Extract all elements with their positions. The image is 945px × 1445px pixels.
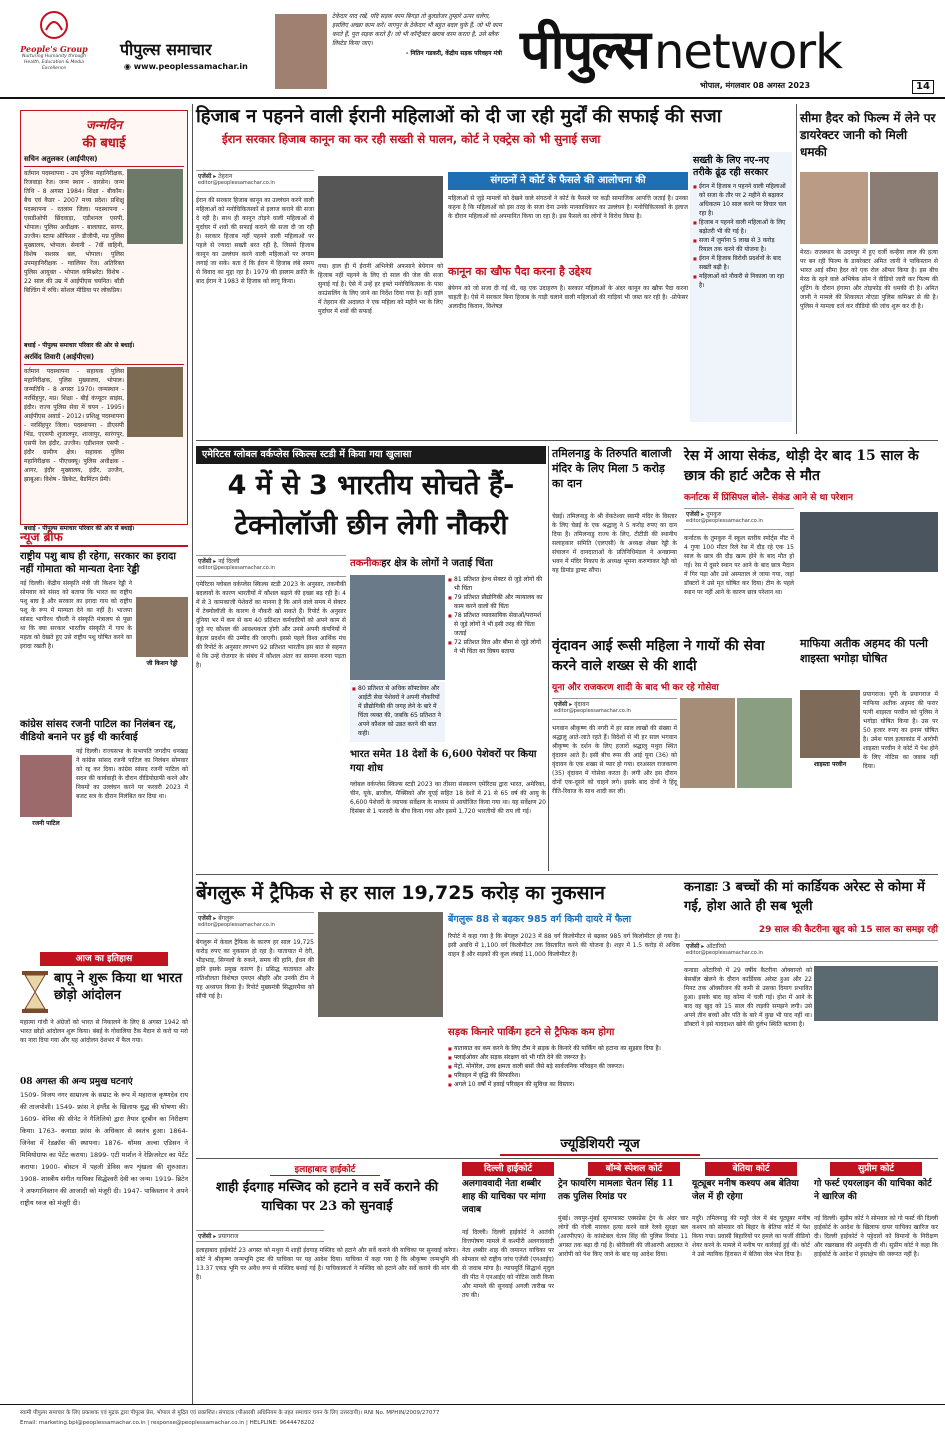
mafia-body: प्रयागराज। यूपी के प्रयागराज में माफिया अतीक अहमद की फरार पत्नी शाइस्ता परवीन को पुलिस ने भगोड़ा घोषित किया है। उस पर 50 हजार रुपए का इनाम घोषित है। उमेश पाल हत्याकांड में आरोपी शाइस्ता परवीन ने कोर्ट में पेश होने के लिए नोटिस का जवाब नहीं दिया। — [863, 691, 938, 770]
tech-side-points — [448, 575, 546, 745]
birthday-person2-name: अरविंद तिवारी (आईपीएस) — [24, 353, 184, 365]
rajni-caption: रजनी पाटिल — [32, 820, 60, 827]
canada-byline: एजेंसी ▸ ओंटारियो editor@peoplessamachar.co.in — [684, 940, 938, 962]
tirupati-body: चेन्नई। तमिलनाडु के श्री वेंकटेश्वर स्वामी मंदिर के विस्तार के लिए चेन्नई के एक श्रद्धालु ने 5 करोड़ रुपए का दान दिया है। तमिलनाडु राज्य के लिए, टीटीडी की स्थानीय सलाहकार समिति (एलएसी) के अध्यक्ष शेखर रेड्डी के संचालन में दानदाताओं के प्रतिनिधिमंडल ने अनन्नाम्या भवन में मंदिर निकाय के अध्यक्ष भूमना करुणाकर रेड्डी को यह डिमांड ड्राफ्ट सौंपा। — [552, 513, 677, 574]
bettiah-headline: यूट्यूबर मनीष कश्यप अब बेतिया जेल में ही रहेगा — [692, 1179, 799, 1202]
footer-imprint: स्वामी पीपुल्स समाचार के लिए प्रकाशक एवं मुद्रक द्वारा पीपुल्स प्रेस, भोपाल से मुद्रित एवं प्रकाशित। संपादक (पीआरबी अधिनियम के तहत समाचार चयन के लिए उत्तरदायी)। RNI No. MPHIN/2009/27077 — [20, 1410, 440, 1416]
group-tagline: Nurturing Humanity through Health, Education & Media Excellence — [21, 54, 87, 71]
brief1-body: नई दिल्ली। केंद्रीय संस्कृति मंत्री जी किशन रेड्डी ने सोमवार को संसद को बताया कि भारत का राष्ट्रीय पशु बाघ है और सरकार का इरादा गाय को राष्ट्रीय पशु के रूप में मान्यता देने का नहीं है। भाजपा सांसद भागीरथ चौधरी ने संस्कृति मंत्रालय से पूछा था कि क्या सरकार भारतीय संस्कृति में गाय के महत्व को देखते हुए उसे राष्ट्रीय पशु घोषित करने का इरादा रखती है। — [20, 580, 132, 650]
seema-photo-1 — [800, 172, 868, 244]
list-item: ■ हिजाब न पहनने वाली महिलाओं के लिए बढ़ोतरी भी की गई है। — [693, 218, 789, 236]
hijab-box-head: संगठनों ने कोर्ट के फैसले की आलोचना की — [448, 172, 688, 190]
traffic-box-head: बेंगलुरू 88 से बढ़कर 985 वर्ग किमी दायरे में फैला — [448, 914, 632, 925]
list-item: ■ मेट्रो, मोनोरेल, उच्च क्षमता वाली बसों जैसे बड़े सार्वजनिक परिवहन की जरूरत। — [448, 1062, 680, 1071]
tirupati-headline: तमिलनाडु के तिरुपति बालाजी मंदिर के लिए मिला 5 करोड़ का दान — [552, 447, 672, 490]
traffic-byline: एजेंसी ▸ बेंगलुरू editor@peoplessamachar.co.in — [196, 912, 314, 934]
list-item: ■ फ्लाईओवर और सड़क संरक्षण को भी गति देने की जरूरत है। — [448, 1053, 680, 1062]
hijab-side-head: सख्ती के लिए नए-नए तरीके ढूंढ रही सरकार — [693, 155, 769, 178]
list-item: ■ 78 प्रतिशत व्यावसायिक सेवाओं/परामर्श से जुड़े लोगों ने भी इसी तरह की चिंता जताई — [448, 611, 546, 638]
section-title-english: network — [653, 24, 842, 80]
seema-headline: सीमा हैदर को फिल्म में लेने पर डायरेक्टर जानी को मिली धमकी — [800, 111, 936, 159]
reddy-caption: जी किशन रेड्डी — [146, 660, 178, 667]
list-item: ■ 81 प्रतिशत हेल्थ सेक्टर से जुड़े लोगों की भी चिंता — [448, 575, 546, 593]
supreme-body: नई दिल्ली। सुप्रीम कोर्ट ने सोमवार को गो फर्स्ट की दिल्ली हाईकोर्ट के आदेश के खिलाफ दायर याचिका खारिज कर दी। दिल्ली हाईकोर्ट ने पट्टेदारों को विमानों के निरीक्षण और रखरखाव की अनुमति दी थी। सुप्रीम कोर्ट ने कहा कि हाईकोर्ट के आदेश में हस्तक्षेप की जरूरत नहीं है। — [814, 1215, 938, 1258]
list-item: ■ 79 प्रतिशत प्रौद्योगिकी और न्यायालय का काम करने वालों की चिंता — [448, 593, 546, 611]
history-headline: बापू ने शुरू किया था भारत छोड़ो आंदोलन — [54, 971, 183, 1003]
hourglass-icon — [20, 970, 50, 1014]
hijab-box2-body: बेयेगन को जो सजा दी गई थी, वह एक उदाहरण है। सरकार महिलाओं के अंदर कानून का खौफ पैदा करना चाहती है। ऐसे में सरकार बिना हिजाब के गाड़ी चलाने वाली महिलाओं की गाड़ियां भी जब्त कर रही है। -प्रोफेसर अलादीद किवान, विशेषज्ञ — [448, 285, 688, 310]
history-box — [20, 952, 188, 1392]
birthday-person2-wish: बधाई - पीपुल्स समाचार परिवार की ओर से बधाई। — [24, 525, 135, 532]
delhi-tag: दिल्ली हाईकोर्ट — [462, 1162, 554, 1176]
vrindavan-photo-2 — [737, 698, 792, 788]
hijab-body-2: गया। हाल ही में ईरानी अभिनेत्री अफसाने बेयेगान को हिजाब नहीं पहनने के लिए दो साल की जेल की सजा सुनाई गई है। ऐसे में उन्हें हर हफ्ते मनोचिकित्सक के पास काउंसलिंग के लिए जाने का निर्देश दिया गया है। वहीं हाल में तेहरान की अदालत ने एक महिला को महीने भर के लिए मुर्दाघर में शवों की सफाई — [318, 263, 443, 315]
race-byline: एजेंसी ▸ तुमकुरु editor@peoplessamachar.co.in — [684, 508, 794, 530]
mafia-headline: माफिया अतीक अहमद की पत्नी शाइस्ता भगोड़ा घोषित — [800, 637, 928, 665]
events-heading: 08 अगस्त की अन्य प्रमुख घटनाएं — [20, 1077, 133, 1087]
list-item: ■ यातायात का कम करने के लिए टीम ने सड़क के किनारे की पार्किंग को हटाना का सुझाव दिया है। — [448, 1044, 680, 1053]
list-item: ■ सजा में जुर्माना 5 लाख से 3 करोड़ रियाल तक करने की योजना है। — [693, 236, 789, 254]
birthday-person1-name: सचिन अतुलकर (आईपीएस) — [24, 155, 184, 167]
page-number: 14 — [912, 80, 934, 94]
race-student-photo — [800, 512, 938, 572]
allahabad-body: इलाहाबाद हाईकोर्ट 23 अगस्त को मथुरा में शाही ईदगाह मस्जिद को हटाने और सर्वे कराने की याचिका पर सुनवाई करेगा। कोर्ट ने श्रीकृष्ण जन्मभूमि ट्रस्ट की याचिका पर यह आदेश दिया। याचिका में कहा गया है कि श्रीकृष्ण जन्मभूमि की 13.37 एकड़ भूमि पर अवैध रूप से मस्जिद बनाई गई है। याचिकाकर्ता ने मस्जिद को हटाने और सर्वे कराने की मांग की है। — [196, 1247, 458, 1281]
seema-body: मेरठ। राजस्थान के उदयपुर में हुए दर्जी कन्हैया लाल की हत्या पर बन रही फिल्म के डायरेक्टर अमित जानी ने पाकिस्तान से भारत आई सीमा हैदर को एक रोल ऑफर किया है। इस बीच मेरठ के रहने वाले अभिषेक सोम ने वीडियो जारी कर फिल्म की शूटिंग के दौरान हंगामा और तोड़फोड़ की धमकी दी है। अमित जानी ने मामले की शिकायत नोएडा पुलिस कमिश्नर से की है। पुलिस ने मामला दर्ज कर वीडियो की जांच शुरू कर दी है। — [800, 249, 938, 310]
vrindavan-photo-1 — [680, 698, 735, 788]
rajni-patil-photo — [20, 755, 72, 817]
traffic-box-body: रिपोर्ट में कहा गया है कि बेंगलुरु 2023 में 88 वर्ग किलोमीटर से बढ़कर 985 वर्ग किलोमीटर हो गया है। इसी अवधि में 1,100 वर्ग किलोमीटर तक विस्तारित करने की योजना है। शहर में 1.5 करोड़ से अधिक वाहन हैं और सड़कों की कुल लंबाई 11,000 किलोमीटर है। — [448, 933, 680, 958]
quote-box — [332, 12, 502, 92]
vrindavan-headline: वृंदावन आई रूसी महिला ने गायों की सेवा करने वाले शख्स से की शादी — [552, 638, 765, 674]
quote-author: - नितिन गडकरी, केंद्रीय सड़क परिवहन मंत्री — [405, 50, 502, 57]
tech-byline: एजेंसी ▸ नई दिल्ली editor@peoplessamachar.co.in — [196, 555, 346, 577]
brief2-body: नई दिल्ली। राज्यसभा के सभापति जगदीप धनखड़ ने कांग्रेस सांसद रजनी पाटिल का निलंबन सोमवार को रद्द कर दिया। कांग्रेस सांसद रजनी पाटिल को सदन की कार्यवाही के दौरान वीडियोग्राफी करने और नियमों का उल्लंघन करने पर फरवरी 2023 में बजट सत्र के दौरान निलंबित कर दिया था। — [76, 748, 188, 800]
vrindavan-byline: एजेंसी ▸ वृंदावन editor@peoplessamachar.co.in — [552, 698, 677, 720]
allahabad-byline: एजेंसी ▸ प्रयागराज — [196, 1230, 324, 1242]
group-emblem-icon — [34, 10, 74, 40]
list-item: ■ महिलाओं को नौकरी से निकाला जा रहा है। — [693, 272, 789, 290]
canada-body: कनाडा ओंटारियो में 29 वर्षीय कैटरीना ओक्वान्तो को बेसबॉल खेलने के दौरान कार्डियक अरेस्ट हुआ और 22 मिनट तक ऑक्सीजन की कमी से उसका दिमाग प्रभावित हुआ। इसके बाद वह कोमा में चली गई। होश में आने के बाद वह खुद को 15 साल की लड़की समझने लगी। उसे अपने तीन बच्चों और पति के बारे में कुछ भी याद नहीं था। डॉक्टरों ने इसे याददाश्त खोने की दुर्लभ स्थिति बताया है। — [684, 967, 812, 1028]
list-item: ■ 72 प्रतिशत वित्त और बीमा से जुड़े लोगों ने भी चिंता का विषय बताया — [448, 638, 546, 656]
hijab-byline: एजेंसी ▸ तेहरान editor@peoplessamachar.co.in — [196, 170, 314, 192]
traffic-photo — [318, 912, 443, 1017]
hijab-box-body: महिलाओं से जुड़े मामलों को देखने वाले संगठनों ने कोर्ट के फैसले पर कड़ी सामाजिक आपत्ति जताई है। उनका कहना है कि महिलाओं को इस तरह के सजा देना उनके मानवाधिकार का उल्लंघन है। मनोचिकित्सकों के इलाज के दौरान महिलाओं को अपमानित किया जा रहा है। इस फैसले का लोगों ने विरोध किया है। — [448, 195, 688, 220]
tech-subhead: तकनीकःहर क्षेत्र के लोगों ने जताई चिंता — [350, 558, 493, 569]
shaista-photo — [800, 690, 860, 758]
race-body: कर्नाटक के तुमकुरु में स्कूल स्तरीय स्पोर्ट्स मीट में 4 गुणा 100 मीटर रिले रेस में दौड़ रहे एक 15 साल के छात्र की दौड़ खत्म होने के बाद मौत हो गई। रेस में दूसरे स्थान पर आने के बाद छात्र मैदान में गिर पड़ा और उसे अस्पताल ले जाया गया, जहां डॉक्टरों ने उसे मृत घोषित कर दिया। टीम के पहले स्थान पर नहीं आने के कारण छात्र परेशान था। — [684, 535, 794, 596]
tech-photo-points — [350, 682, 445, 742]
history-label: आज का इतिहास — [40, 952, 168, 966]
tech-body-1: एमेरिटस ग्लोबल वर्कप्लेस स्किल्स स्टडी 2023 के अनुसार, तकनीकी बदलावों के कारण भारतीयों में कौशल बढ़ाने की इच्छा बढ़ रही है। 4 में से 3 कामकाजी पेशेवरों का मानना है कि आने वाले समय में सेक्टर में टेक्नोलॉजी के कारण वे नौकरी खो सकते हैं। रिपोर्ट के अनुसार दुनिया भर में कम से कम 40 प्रतिशत कर्मचारियों को अपने काम से जुड़े नए कौशल की आवश्यकता होगी और उनसे अपनी कंपनियों में बेहतर प्रदर्शन की उम्मीद की जाएगी। इससे पहले विश्व आर्थिक मंच की रिपोर्ट के अनुसार लगभग 92 प्रतिशत भारतीय इस बात से सहमत थे कि उन्हें रोजगार के संबंध में कौशल अंतर का सामना करना पड़ता है। — [196, 581, 346, 669]
group-name: People's Group — [20, 44, 88, 54]
birthday-person2-bio: वर्तमान पदस्थापना - सहायक पुलिस महानिरीक्षक, पुलिस मुख्यालय, भोपाल। जन्मतिथि - 8 अगस्त 1970। जन्मस्थान - नरसिंहपुर, मप्र। शिक्षा - बीई कंप्यूटर साइंस, इंदौर। राज्य पुलिस सेवा में चयन - 1995। आईपीएस अवार्ड - 2012। प्रशिक्षु पदस्थापना - नरसिंहपुर जिला। पदस्थापना - डीएसपी भिंड, एएसपी शुजालपुर, शाजापुर, सारंगपुर, एसपी रेल इंदौर, उज्जैन। एडीशनल एसपी - इंदौर ग्रामीण क्षेत्र। सहायक पुलिस महानिरीक्षक - पीएचक्यू। पुलिस अधीक्षक - आगर, इंदौर मुख्यालय, इंदौर, उज्जैन, झाबुआ। विशेष - क्रिकेट, बैडमिंटन प्रेमी। — [24, 368, 124, 483]
peoples-group-logo — [14, 10, 94, 90]
canada-subhead: 29 साल की कैटरीना खुद को 15 साल का समझ रही — [758, 925, 938, 935]
news-brief — [20, 528, 188, 948]
canada-photo — [814, 966, 938, 1021]
parking-list — [448, 1044, 680, 1129]
events-list: 1509- विजय नगर साम्राज्य के सम्राट के रूप में महाराज कृष्णदेव राय की ताजपोशी। 1549- फ्रांस ने इंग्लैंड के खिलाफ युद्ध की घोषणा की। 1609- वेनिस की सीनेट ने गैलिलियो द्वारा तैयार दूरबीन का निरीक्षण किया। 1763- कनाडा फ्रांस के अधिकार से स्वतंत्र हुआ। 1864- जिनेवा में रेडक्रॉस की स्थापना। 1876- थॉमस अल्वा एडिसन ने मिमियोग्राफ का पेटेंट कराया। 1899- एटी मार्शल ने रेफ्रिजरेटर का पेटेंट कराया। 1900- बोस्टन में पहली डेविस कप शृंखला की शुरुआत। 1908- शास्त्रीय संगीत गायिका सिद्धेश्वरी देवी का जन्म। 1919- ब्रिटेन ने अफगानिस्तान की आजादी को मंजूरी दी। 1947- पाकिस्तान ने अपने राष्ट्रीय ध्वज को मंजूरी दी। — [20, 1091, 188, 1207]
hijab-side — [690, 152, 792, 422]
hijab-headline: हिजाब न पहनने वाली ईरानी महिलाओं को दी जा रही मुर्दों की सफाई की सजा — [196, 106, 722, 127]
judiciary-label: ज्यूडिशियरी न्यूज — [500, 1134, 700, 1156]
seema-photo-2 — [870, 172, 938, 244]
paper-name: पीपुल्स समाचार — [120, 40, 212, 59]
list-item: ■ अगले 10 वर्षों में हवाई परिवहन की सुविधा का विस्तार। — [448, 1080, 680, 1089]
section-title — [520, 10, 940, 81]
tech-survey-body: ग्लोबल वर्कप्लेस स्किल्स स्टडी 2023 का तीसरा संस्करण एमेरिटस द्वारा भारत, अमेरिका, चीन, यूके, ब्राजील, मैक्सिको और यूएई सहित 18 देशों में 21 से 65 वर्ष की आयु के 6,600 पेशेवरों के व्यापक सर्वेक्षण के माध्यम से आयोजित किया गया था। यह सर्वेक्षण 20 दिसंबर से 1 फरवरी के बीच किया गया और इसमें 1,720 भारतीयों की राय ली गई। — [350, 781, 546, 815]
dateline: भोपाल, मंगलवार 08 अगस्त 2023 — [700, 81, 811, 90]
birthday-box — [20, 110, 188, 532]
quote-text: टेकेदार याद रखें, यदि सड़क काम बिगड़ा तो बुलडोजर तुम्हारे ऊपर चलेगा, इसलिए अच्छा काम करें। नागपुर के ठेकेदार भी बहुत बदल चुके हैं, जो भी काम करते हैं, पूरा सड़क करते हैं। जो भी कॉन्ट्रैक्टर खराब काम करता है, उसे ब्लैक लिस्टेड किया जाए। — [332, 13, 502, 47]
hijab-photo — [318, 176, 443, 258]
supreme-headline: गो फर्स्ट एयरलाइन की याचिका कोर्ट ने खारिज की — [814, 1179, 932, 1202]
delhi-headline: अलगाववादी नेता शब्बीर शाह की याचिका पर मांगा जवाब — [462, 1179, 546, 1215]
brief2-headline: कांग्रेस सांसद रजनी पाटिल का निलंबन रद्द, वीडियो बनाने पर हुई थी कार्रवाई — [20, 719, 177, 743]
birthday-person1-bio: वर्तमान पदस्थापना - उप पुलिस महानिरीक्षक, रिजवाड़ा रेंज। जन्म स्थान - वारसेन। जन्म तिथि - 8 अगस्त 1984। शिक्षा - बीकॉम। बैच एवं कैडर - 2007 मध्य प्रदेश। प्रशिक्षु पदस्थापना - रतलाम जिला। पदस्थापना - एसडीओपी छिंदवाड़ा, एडीशनल एसपी, भोपाल। पुलिस अधीक्षक - बालाघाट, सागर, उज्जैन। स्टाफ ऑफिसर - डीजीपी, मप्र पुलिस मुख्यालय, भोपाल। सेनानी - 7वीं वाहिनी, विशेष सशस्त्र बल, भोपाल। पुलिस उपमहानिरीक्षक - ग्वालियर रेंज। अतिरिक्त पुलिस आयुक्त - भोपाल कमिश्नरेट। विशेष - 22 साल की उम्र में आईपीएस चयनित। बॉडी बिल्डिंग में रुचि। सोशल मीडिया पर लोकप्रिय। — [24, 170, 124, 294]
birthday-person2-photo — [127, 367, 183, 437]
vrindavan-body: भगवान श्रीकृष्ण की नगरी में हर साल लाखों की संख्या में श्रद्धालु आते-जाते रहते हैं। विदेशों से भी हर साल भगवान श्रीकृष्ण के दर्शन के लिए हजारों श्रद्धालु मथुरा स्थित वृंदावन आते हैं। इसी बीच रूस की आई यूना (36) को वृंदावन के एक शख्स से प्यार हो गया। दरअसल राजकरण (35) वृंदावन में गोसेवा करता है। लगी और इस दौरान दोनों एक-दूसरे को चाहने लगे। इसके बाद दोनों ने हिंदू रीति-रिवाज के साथ शादी कर ली। — [552, 725, 677, 795]
bombay-headline: ट्रेन फायरिंग मामलाः चेतन सिंह 11 तक पुलिस रिमांड पर — [558, 1179, 674, 1202]
section-title-hindi: पीपुल्स — [520, 18, 649, 81]
allahabad-tag: इलाहाबाद हाईकोर्ट — [270, 1162, 380, 1176]
news-brief-label: न्यूज ब्रीफ — [20, 528, 188, 547]
reddy-photo — [136, 597, 188, 657]
traffic-body: बेंगलुरू में केवल ट्रैफिक के कारण हर साल 19,725 करोड़ रुपए का नुकसान हो रहा है। यातायात में देरी, भीड़भाड़, सिग्नलों के रुकने, समय की हानि, ईंधन की हानि इसके प्रमुख कारण हैं। प्रसिद्ध यातायात और गतिशीलता विशेषज्ञ एमएन श्रीहरि और उनकी टीम ने यह अध्ययन किया है। रिपोर्ट मुख्यमंत्री सिद्धारमैया को सौंपी गई है। — [196, 939, 314, 1000]
vrindavan-subhead: यूना और राजकरण शादी के बाद भी कर रहे गोसेवा — [552, 683, 719, 693]
bombay-tag: बॉम्बे स्पेशल कोर्ट — [588, 1162, 680, 1176]
supreme-tag: सुप्रीम कोर्ट — [830, 1162, 922, 1176]
globe-icon: ◉ — [124, 62, 131, 71]
list-item: ■ परिवहन में वृद्धि की सिफारिश। — [448, 1071, 680, 1080]
birthday-person1-photo — [127, 169, 183, 244]
birthday-heading: जन्मदिन की बधाई — [82, 118, 126, 151]
shaista-caption: शाइस्ता परवीन — [813, 761, 847, 768]
tech-photo — [350, 575, 445, 680]
allahabad-headline: शाही ईदगाह मस्जिद को हटाने व सर्वे कराने की याचिका पर 23 को सुनवाई — [215, 1180, 439, 1214]
list-item: ■ 80 प्रतिशत से अधिक सॉफ्टवेयर और आईटी सेवा पेशेवरों ने अपनी नौकरियों में प्रौद्योगिकी की जगह लेने के बारे में चिंता व्यक्त की, जबकि 65 प्रतिशत ने अपने कौशल को उन्नत करने की बात कही। — [352, 684, 443, 738]
traffic-headline: बेंगलुरू में ट्रैफिक से हर साल 19,725 करोड़ का नुकसान — [196, 882, 605, 904]
list-item: ■ ईरान में हिजाब विरोधी प्रदर्शनों के बाद सख्ती बढ़ी है। — [693, 254, 789, 272]
bettiah-tag: बेतिया कोर्ट — [705, 1162, 797, 1176]
race-body-cont — [800, 576, 938, 631]
hijab-box2-head: कानून का खौफ पैदा करना है उद्देश्य — [448, 265, 592, 278]
bettiah-body: मदुरै। तमिलनाडु की मदुरै जेल में बंद यूट्यूबर मनीष कश्यप को सोमवार को बिहार के बेतिया कोर्ट में पेश किया गया। प्रवासी बिहारियों पर हमले का फर्जी वीडियो शेयर करने के मामले में मनीष पर कार्रवाई हुई थी। कोर्ट ने उसे न्यायिक हिरासत में बेतिया जेल भेज दिया है। — [692, 1215, 811, 1258]
history-body: महात्मा गांधी ने अंग्रेजों को भारत से निकालने के लिए 8 अगस्त 1942 को भारत छोड़ो आंदोलन शुरू किया। बंबई के गोवालिया टैंक मैदान से करो या मरो का नारा दिया गया और यह आंदोलन देशभर में फैल गया। — [20, 1019, 188, 1044]
hijab-side-list — [693, 182, 789, 290]
race-subhead: कर्नाटक में प्रिंसिपल बोले- सेकंड आने से था परेशान — [684, 493, 853, 503]
brief1-headline: राष्ट्रीय पशु बाघ ही रहेगा, सरकार का इरादा नहीं गोमाता को मान्यता देनाः रेड्डी — [20, 551, 176, 575]
gadkari-photo — [275, 14, 327, 89]
masthead — [0, 0, 945, 100]
website-link[interactable]: ◉ www.peoplessamachar.in — [124, 62, 248, 71]
tech-kicker: एमेरिटस ग्लोबल वर्कप्लेस स्किल्स स्टडी में किया गया खुलासा — [196, 446, 546, 464]
birthday-person1-wish: बधाई - पीपुल्स समाचार परिवार की ओर से बधाई। — [24, 342, 135, 349]
hijab-body-1: ईरान की सरकार हिजाब कानून का उल्लंघन करने वाली महिलाओं को मनोचिकित्सकों से इलाज कराने की सजा दे रही है। साथ ही कानून तोड़ने वाली महिलाओं से मुर्दाघर में शवों की सफाई कराने की सजा दी जा रही है। सरकार हिजाब नहीं पहनने वाली महिलाओं पर पहले से ज्यादा सख्ती बरत रही है, जिससे हिजाब कानून का उल्लंघन करने वाली महिलाओं पर लगाम लगाई जा सके। बता दें कि ईरान में हिजाब लंबे समय से विवाद का मुद्दा रहा है। 1979 की इस्लाम क्रांति के बाद ईरान ने 1983 से हिजाब को लागू किया। — [196, 197, 314, 285]
list-item: ■ ईरान में हिजाब न पहनने वाली महिलाओं को सजा के तौर पर 2 महीने से बढ़ाकर अधिकतम 10 साल करने पर विचार चल रहा है। — [693, 182, 789, 218]
delhi-body: नई दिल्ली। दिल्ली हाईकोर्ट ने आतंकी वित्तपोषण मामले में कश्मीरी अलगाववादी नेता शब्बीर शाह की जमानत याचिका पर सोमवार को राष्ट्रीय जांच एजेंसी (एनआईए) से जवाब मांगा है। न्यायमूर्ति सिद्धार्थ मृदुल की पीठ ने एनआईए को नोटिस जारी किया और मामले की सुनवाई अगली तारीख पर तय की। — [462, 1229, 554, 1299]
canada-headline: कनाडाः 3 बच्चों की मां कार्डियक अरेस्ट से कोमा में गई, होश आते ही सब भूली — [684, 880, 925, 914]
footer-contact: Email: marketing.bpl@peoplessamachar.co.in | response@peoplessamachar.co.in | HELPLINE: 9644478202 — [20, 1420, 315, 1426]
hijab-subhead: ईरान सरकार हिजाब कानून का कर रही सख्ती से पालन, कोर्ट ने एक्ट्रेस को भी सुनाई सजा — [222, 132, 601, 146]
parking-head: सड़क किनारे पार्किंग हटने से ट्रैफिक कम होगा — [448, 1027, 615, 1038]
tech-survey-head: भारत समेत 18 देशों के 6,600 पेशेवरों पर किया गया शोध — [350, 749, 537, 774]
bombay-body: मुंबई। जयपुर-मुंबई सुपरफास्ट एक्सप्रेस ट्रेन के अंदर चार लोगों की गोली मारकर हत्या करने वाले रेलवे सुरक्षा बल (आरपीएफ) के कांस्टेबल चेतन सिंह की पुलिस रिमांड 11 अगस्त तक बढ़ा दी गई है। बोरीवली की जीआरपी अदालत ने आरोपी को पेश किए जाने के बाद यह आदेश दिया। — [558, 1215, 688, 1258]
race-headline: रेस में आया सेकंड, थोड़ी देर बाद 15 साल के छात्र की हार्ट अटैक से मौत — [684, 448, 919, 484]
tech-headline: 4 में से 3 भारतीय सोचते हैं- टेक्नोलॉजी छीन लेगी नौकरी — [227, 470, 515, 541]
